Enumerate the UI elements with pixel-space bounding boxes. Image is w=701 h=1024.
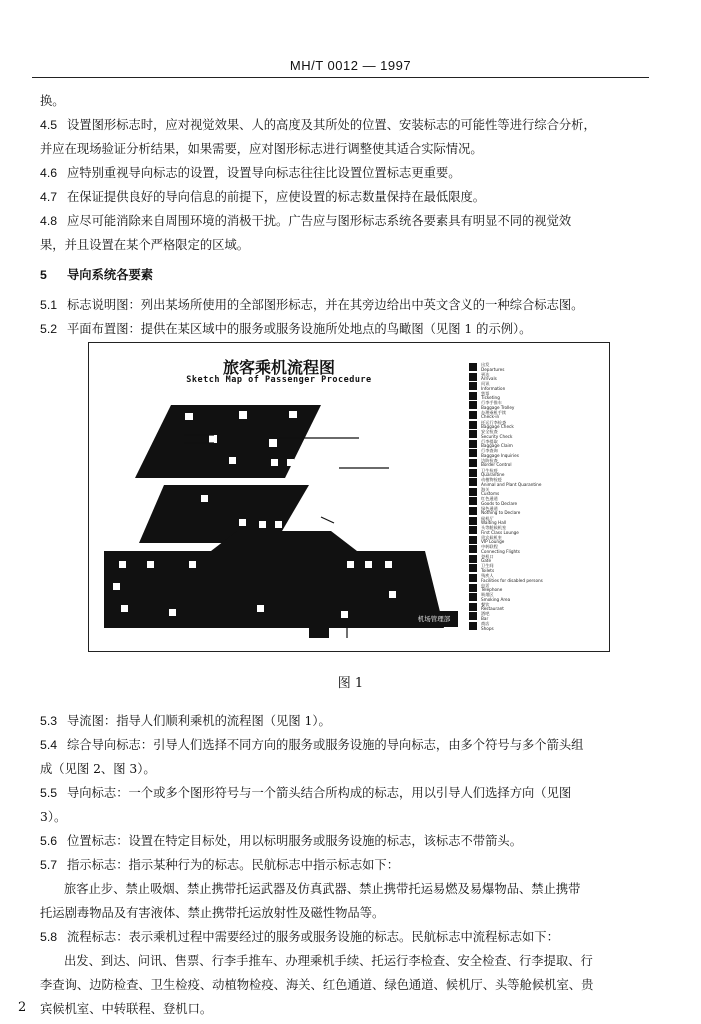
legend-en: Baggage Claim: [481, 443, 513, 449]
clause-5-4: 5.4 综合导向标志：引导人们选择不同方向的服务或服务设施的导向标志，由多个符号与多个箭头组: [40, 738, 584, 752]
legend-en: Ticketing: [481, 395, 500, 401]
clause-5-5-cont: 3）。: [40, 810, 67, 824]
legend-symbol-icon: [469, 363, 477, 371]
legend-symbol-icon: [469, 593, 477, 601]
legend-item: [469, 373, 604, 383]
legend-symbol-icon: [469, 401, 477, 409]
legend-symbol-icon: [469, 459, 477, 467]
legend-zh: 吸烟区: [481, 592, 494, 598]
legend-item: [469, 622, 604, 632]
legend-zh: 边防检查: [481, 457, 498, 463]
legend-en: Telephone: [481, 587, 503, 593]
legend-symbol-icon: [469, 517, 477, 525]
clause-5-6: 5.6 位置标志：设置在特定目标处，用以标明服务或服务设施的标志，该标志不带箭头。: [40, 834, 522, 848]
legend-en: Restaurant: [481, 606, 504, 612]
legend-en: Animal and Plant Quarantine: [481, 481, 542, 487]
legend-symbol-icon: [469, 411, 477, 419]
legend-symbol-icon: [469, 574, 477, 582]
clause-5-5: 5.5 导向标志：一个或多个图形符号与一个箭头结合所构成的标志，用以引导人们选择方向（见图: [40, 786, 572, 800]
clause-5-8-list-cont: 李查询、边防检查、卫生检疫、动植物检疫、海关、红色通道、绿色通道、候机厅、头等舱候机室、贵: [40, 978, 594, 992]
clause-4-6: 4.6 应特别重视导向标志的设置，设置导向标志往往比设置位置标志更重要。: [40, 166, 461, 180]
legend-en: Shops: [481, 625, 494, 631]
clause-5-8: 5.8 流程标志：表示乘机过程中需要经过的服务或服务设施的标志。民航标志中流程标志如下：: [40, 930, 559, 944]
legend-en: First Class Lounge: [481, 529, 519, 535]
legend-symbol-icon: [469, 555, 477, 563]
legend-zh: 到达: [481, 371, 490, 377]
legend-symbol-icon: [469, 545, 477, 553]
clause-5-3: 5.3 导流图：指导人们顺利乘机的流程图（见图 1）。: [40, 714, 331, 728]
legend-item: [469, 593, 604, 603]
legend-item: [469, 478, 604, 488]
legend-item: [469, 382, 604, 392]
exit-label: 机场管理部: [410, 611, 458, 627]
legend-en: Border Control: [481, 462, 512, 468]
legend-item: [469, 603, 604, 613]
passenger-procedure-map: [88, 342, 610, 652]
legend-zh: 中转联程: [481, 544, 498, 550]
legend-symbol-icon: [469, 440, 477, 448]
legend: [469, 362, 604, 631]
legend-symbol-icon: [469, 430, 477, 438]
legend-en: Facilities for disabled persons: [481, 577, 543, 583]
legend-symbol-icon: [469, 421, 477, 429]
legend-en: Check-in: [481, 414, 500, 420]
clause-4-8-cont: 果，并且设置在某个严格限定的区域。: [40, 238, 250, 252]
legend-en: Baggage Trolley: [481, 404, 515, 410]
legend-zh: 候机厅: [481, 515, 494, 521]
legend-en: Baggage Inquiries: [481, 452, 519, 458]
legend-zh: 行李查询: [481, 448, 498, 454]
legend-zh: 商店: [481, 621, 490, 627]
ground-floor-plan: [104, 531, 444, 638]
legend-symbol-icon: [469, 469, 477, 477]
legend-zh: 绿色通道: [481, 505, 498, 511]
legend-en: Waiting Hall: [481, 520, 507, 525]
legend-en: Arrivals: [481, 376, 497, 382]
legend-en: Connecting Flights: [481, 548, 520, 554]
legend-zh: 出发: [481, 362, 490, 367]
legend-zh: 动植物检疫: [481, 477, 502, 483]
legend-zh: 问讯: [481, 381, 490, 387]
standard-code: MH/T 0012 — 1997: [289, 58, 412, 73]
floor-plan-drawing: [89, 343, 469, 643]
legend-en: Bar: [481, 615, 489, 621]
legend-symbol-icon: [469, 526, 477, 534]
section-5-heading: 5 导向系统各要素: [40, 267, 154, 282]
legend-symbol-icon: [469, 382, 477, 390]
legend-symbol-icon: [469, 373, 477, 381]
legend-zh: 行李手推车: [481, 400, 502, 406]
legend-symbol-icon: [469, 478, 477, 486]
legend-zh: 售票: [481, 390, 490, 396]
legend-en: Smoking Area: [481, 596, 511, 602]
legend-en: Departures: [481, 366, 505, 372]
legend-zh: 卫生检疫: [481, 467, 498, 473]
clause-4-7: 4.7 在保证提供良好的导向信息的前提下，应使设置的标志数量保持在最低限度。: [40, 190, 486, 204]
legend-symbol-icon: [469, 536, 477, 544]
clause-5-7-list: 旅客止步、禁止吸烟、禁止携带托运武器及仿真武器、禁止携带托运易燃及易爆物品、禁止携带: [64, 882, 581, 896]
legend-zh: 贵宾候机室: [481, 534, 502, 540]
legend-en: Information: [481, 385, 506, 391]
legend-zh: 托运行李检查: [481, 419, 507, 425]
legend-en: Customs: [481, 491, 500, 497]
legend-zh: 登机口: [481, 553, 494, 559]
legend-en: Gate: [481, 558, 492, 564]
legend-en: Toilets: [481, 567, 495, 573]
legend-symbol-icon: [469, 622, 477, 630]
para-continuation: 换。: [40, 94, 65, 108]
page-number: 2: [18, 1000, 27, 1015]
clause-4-5-cont: 并应在现场验证分析结果，如果需要，应对图形标志进行调整使其适合实际情况。: [40, 142, 483, 156]
legend-zh: 办理乘机手续: [481, 409, 507, 415]
figure-caption: 图 1: [337, 676, 364, 691]
legend-symbol-icon: [469, 564, 477, 572]
legend-symbol-icon: [469, 612, 477, 620]
legend-en: Security Check: [481, 433, 513, 439]
legend-item: [469, 363, 604, 373]
figure-title: 旅客乘机流程图: [222, 358, 335, 377]
legend-symbol-icon: [469, 584, 477, 592]
legend-symbol-icon: [469, 488, 477, 496]
clause-5-7-list-cont: 托运剧毒物品及有害液体、禁止携带托运放射性及磁性物品等。: [40, 906, 385, 920]
clause-5-1: 5.1 标志说明图：列出某场所使用的全部图形标志，并在其旁边给出中英文含义的一种综合标志图。: [40, 298, 584, 312]
legend-en: Goods to Declare: [481, 500, 518, 506]
clause-5-7: 5.7 指示标志：指示某种行为的标志。民航标志中指示标志如下：: [40, 858, 400, 872]
clause-5-8-list-end: 宾候机室、中转联程、登机口。: [40, 1002, 213, 1016]
figure-subtitle: Sketch Map of Passenger Procedure: [186, 375, 372, 385]
legend-zh: 海关: [481, 486, 490, 492]
clause-5-4-cont: 成（见图 2、图 3）。: [40, 762, 156, 776]
legend-zh: 安全检查: [481, 429, 498, 435]
legend-symbol-icon: [469, 603, 477, 611]
legend-zh: 残疾人: [481, 573, 494, 579]
legend-en: VIP Lounge: [481, 539, 505, 545]
clause-4-5: 4.5 设置图形标志时，应对视觉效果、人的高度及其所处的位置、安装标志的可能性等进行综合分析，: [40, 118, 596, 132]
legend-zh: 行李提取: [481, 438, 498, 444]
clause-4-8: 4.8 应尽可能消除来自周围环境的消极干扰。广告应与图形标志系统各要素具有明显不同的视觉效: [40, 214, 572, 228]
header-rule: [32, 77, 649, 78]
legend-zh: 卫生间: [481, 563, 494, 569]
legend-en: Baggage Check: [481, 424, 514, 430]
legend-symbol-icon: [469, 449, 477, 457]
legend-item: [469, 574, 604, 584]
legend-zh: 头等舱候机室: [481, 525, 507, 531]
clause-5-8-list: 出发、到达、问讯、售票、行李手推车、办理乘机手续、托运行李检查、安全检查、行李提取、行: [64, 954, 593, 968]
legend-en: Quarantine: [481, 472, 505, 478]
legend-zh: 酒吧: [481, 611, 490, 617]
legend-item: [469, 612, 604, 622]
legend-zh: 电话: [481, 582, 490, 588]
legend-zh: 餐饮: [481, 601, 490, 607]
clause-5-2: 5.2 平面布置图：提供在某区域中的服务或服务设施所处地点的鸟瞰图（见图 1 的示例）。: [40, 322, 532, 336]
legend-symbol-icon: [469, 507, 477, 515]
legend-en: Nothing to Declare: [481, 510, 521, 516]
legend-symbol-icon: [469, 392, 477, 400]
legend-symbol-icon: [469, 497, 477, 505]
legend-zh: 红色通道: [481, 496, 498, 502]
